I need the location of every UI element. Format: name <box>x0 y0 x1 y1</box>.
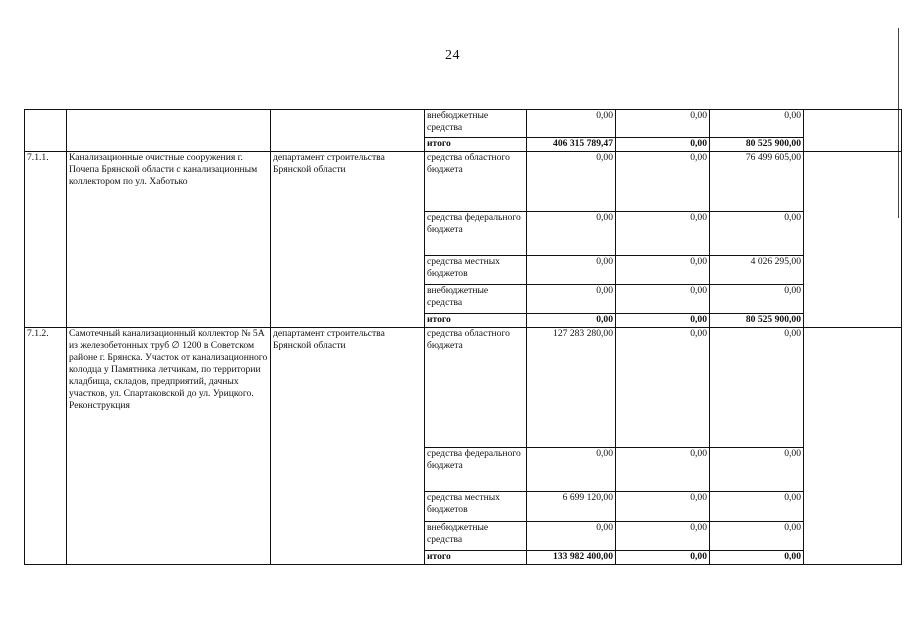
value-cell: 0,00 <box>710 285 804 314</box>
value-cell: 0,00 <box>616 314 710 328</box>
value-cell: 0,00 <box>616 138 710 152</box>
value-cell: 0,00 <box>616 285 710 314</box>
object-cell: Канализационные очистные сооружения г. Почепа Брянской области с канализационным коллектором по ул. Хаботько <box>67 152 271 328</box>
value-cell: 0,00 <box>710 212 804 256</box>
value-cell: 0,00 <box>616 110 710 138</box>
source-cell: внебюджетные средства <box>425 522 527 551</box>
value-cell: 0,00 <box>710 110 804 138</box>
value-cell: 0,00 <box>616 492 710 522</box>
empty-cell <box>804 110 902 152</box>
value-cell: 0,00 <box>616 328 710 448</box>
value-cell: 0,00 <box>616 256 710 285</box>
source-cell: итого <box>425 314 527 328</box>
value-cell: 127 283 280,00 <box>527 328 616 448</box>
value-cell: 0,00 <box>527 448 616 492</box>
value-cell: 6 699 120,00 <box>527 492 616 522</box>
value-cell: 0,00 <box>710 522 804 551</box>
code-cell <box>25 110 67 152</box>
value-cell: 0,00 <box>710 492 804 522</box>
value-cell: 0,00 <box>616 212 710 256</box>
value-cell: 0,00 <box>616 551 710 565</box>
value-cell: 0,00 <box>710 551 804 565</box>
value-cell: 0,00 <box>527 522 616 551</box>
source-cell: средства местных бюджетов <box>425 492 527 522</box>
value-cell: 0,00 <box>527 152 616 212</box>
object-cell: Самотечный канализационный коллектор № 5А из железобетонных труб ∅ 1200 в Советском районе г. Брянска. Участок от канализационного колодца у Памятника летчикам, по территории кладбища, складов, предприятий, дачных участков, ул. Спартаковской до ул. Урицкого. Реконструкция <box>67 328 271 565</box>
table-row <box>25 110 902 138</box>
value-cell: 80 525 900,00 <box>710 138 804 152</box>
source-cell: средства федерального бюджета <box>425 212 527 256</box>
value-cell: 76 499 605,00 <box>710 152 804 212</box>
code-cell: 7.1.1. <box>25 152 67 328</box>
source-cell: итого <box>425 138 527 152</box>
value-cell: 0,00 <box>616 152 710 212</box>
executor-cell: департамент строительства Брянской области <box>271 152 425 328</box>
empty-cell <box>804 152 902 328</box>
value-cell: 133 982 400,00 <box>527 551 616 565</box>
empty-cell <box>804 328 902 565</box>
value-cell: 0,00 <box>527 285 616 314</box>
value-cell: 0,00 <box>527 212 616 256</box>
page-number: 24 <box>445 48 460 63</box>
value-cell: 4 026 295,00 <box>710 256 804 285</box>
source-cell: средства областного бюджета <box>425 152 527 212</box>
value-cell: 0,00 <box>527 110 616 138</box>
value-cell: 0,00 <box>710 328 804 448</box>
source-cell: средства федерального бюджета <box>425 448 527 492</box>
executor-cell <box>271 110 425 152</box>
value-cell: 80 525 900,00 <box>710 314 804 328</box>
source-cell: средства областного бюджета <box>425 328 527 448</box>
source-cell: внебюджетные средства <box>425 110 527 138</box>
table-row <box>25 328 902 448</box>
source-cell: итого <box>425 551 527 565</box>
value-cell: 0,00 <box>527 256 616 285</box>
source-cell: внебюджетные средства <box>425 285 527 314</box>
value-cell: 0,00 <box>527 314 616 328</box>
table-row <box>25 152 902 212</box>
value-cell: 0,00 <box>616 448 710 492</box>
value-cell: 0,00 <box>710 448 804 492</box>
value-cell: 0,00 <box>616 522 710 551</box>
value-cell: 406 315 789,47 <box>527 138 616 152</box>
budget-table <box>24 109 902 565</box>
source-cell: средства местных бюджетов <box>425 256 527 285</box>
code-cell: 7.1.2. <box>25 328 67 565</box>
executor-cell: департамент строительства Брянской области <box>271 328 425 565</box>
object-cell <box>67 110 271 152</box>
